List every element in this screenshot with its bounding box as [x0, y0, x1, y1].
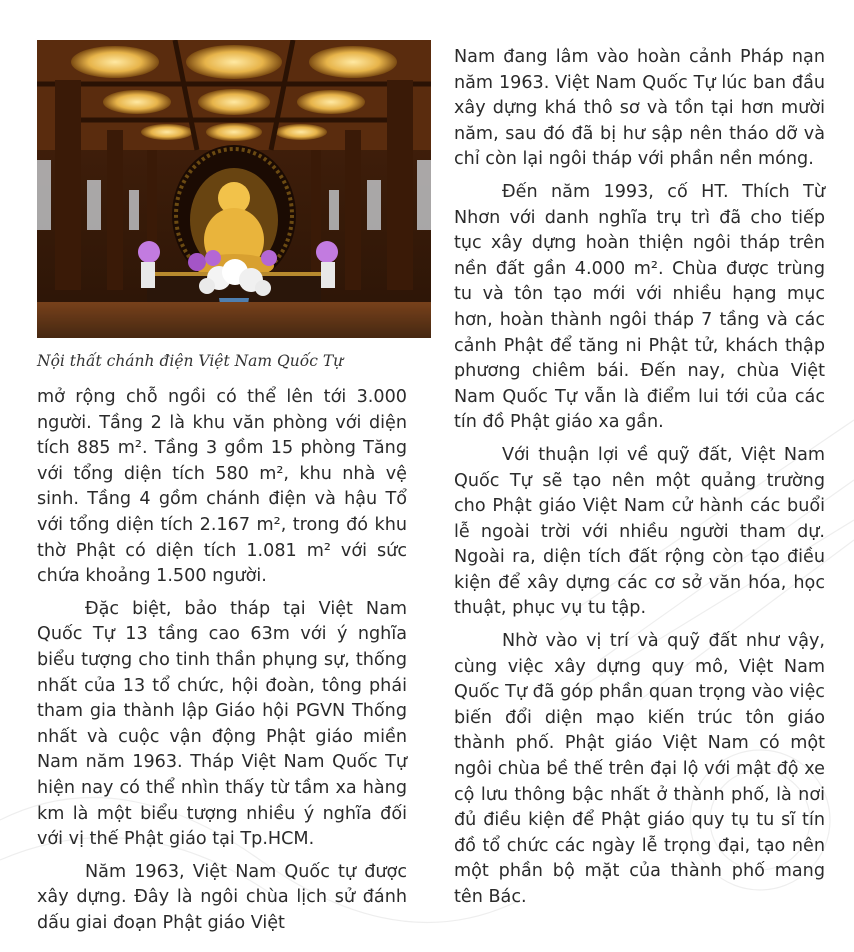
temple-interior-photo — [37, 40, 431, 338]
paragraph: Đặc biệt, bảo tháp tại Việt Nam Quốc Tự 13 tầng cao 63m với ý nghĩa biểu tượng cho tinh thần phụng sự, thống nhất của 13 tổ chức, hội đoàn, tông phái tham gia thành lập Giáo hội PGVN Thống nhất và cuộc vận động Phật giáo miền Nam năm 1963. Tháp Việt Nam Quốc Tự hiện nay có thể nhìn thấy từ tầm xa hàng km là một biểu tượng nhiều ý nghĩa đối với vị thế Phật giáo tại Tp.HCM. — [37, 598, 407, 850]
left-text-column — [37, 385, 407, 936]
paragraph: Nhờ vào vị trí và quỹ đất như vậy, cùng việc xây dựng quy mô, Việt Nam Quốc Tự đã góp phần quan trọng vào việc biến đổi diện mạo kiến trúc tôn giáo thành phố. Phật giáo Việt Nam có một ngôi chùa bề thế trên đại lộ với mật độ xe cộ lưu thông bậc nhất ở thành phố, là nơi đủ điều kiện để Phật giáo quy tụ tu sĩ tín đồ tổ chức các ngày lễ trọng đại, tạo nên một phần bộ mặt của thành phố mang tên Bác. — [454, 631, 825, 907]
paragraph: mở rộng chỗ ngồi có thể lên tới 3.000 người. Tầng 2 là khu văn phòng với diện tích 885 m². Tầng 3 gồm 15 phòng Tăng với tổng diện tích 580 m², khu nhà vệ sinh. Tầng 4 gồm chánh điện và hậu Tổ với tổng diện tích 2.167 m², trong đó khu thờ Phật có diện tích 1.081 m² với sức chứa khoảng 1.500 người. — [37, 387, 407, 587]
paragraph: Đến năm 1993, cố HT. Thích Từ Nhơn với danh nghĩa trụ trì đã cho tiếp tục xây dựng hoàn thiện ngôi tháp trên nền đất gần 4.000 m². Chùa được trùng tu và tôn tạo mới với nhiều hạng mục hơn, hoàn thành ngôi tháp 7 tầng và các cảnh Phật để tăng ni Phật tử, khách thập phương chiêm bái. Đến nay, chùa Việt Nam Quốc Tự vẫn là điểm lui tới của các tín đồ Phật giáo xa gần. — [454, 181, 825, 433]
temple-hall-illustration — [37, 40, 431, 338]
paragraph: Năm 1963, Việt Nam Quốc tự được xây dựng. Đây là ngôi chùa lịch sử đánh dấu giai đoạn Phật giáo Việt — [37, 861, 407, 933]
paragraph: Nam đang lâm vào hoàn cảnh Pháp nạn năm 1963. Việt Nam Quốc Tự lúc ban đầu xây dựng khá thô sơ và tồn tại hơn mười năm, sau đó đã bị hư sập nên tháo dỡ và chỉ còn lại ngôi tháp với phần nền móng. — [454, 47, 825, 170]
photo-caption: Nội thất chánh điện Việt Nam Quốc Tự — [37, 352, 344, 370]
right-text-column — [454, 45, 825, 911]
paragraph: Với thuận lợi về quỹ đất, Việt Nam Quốc Tự sẽ tạo nên một quảng trường cho Phật giáo Việt Nam cử hành các buổi lễ ngoài trời với nhiều người tham dự. Ngoài ra, diện tích đất rộng còn tạo điều kiện để xây dựng các cơ sở văn hóa, học thuật, phục vụ tu tập. — [454, 444, 825, 619]
